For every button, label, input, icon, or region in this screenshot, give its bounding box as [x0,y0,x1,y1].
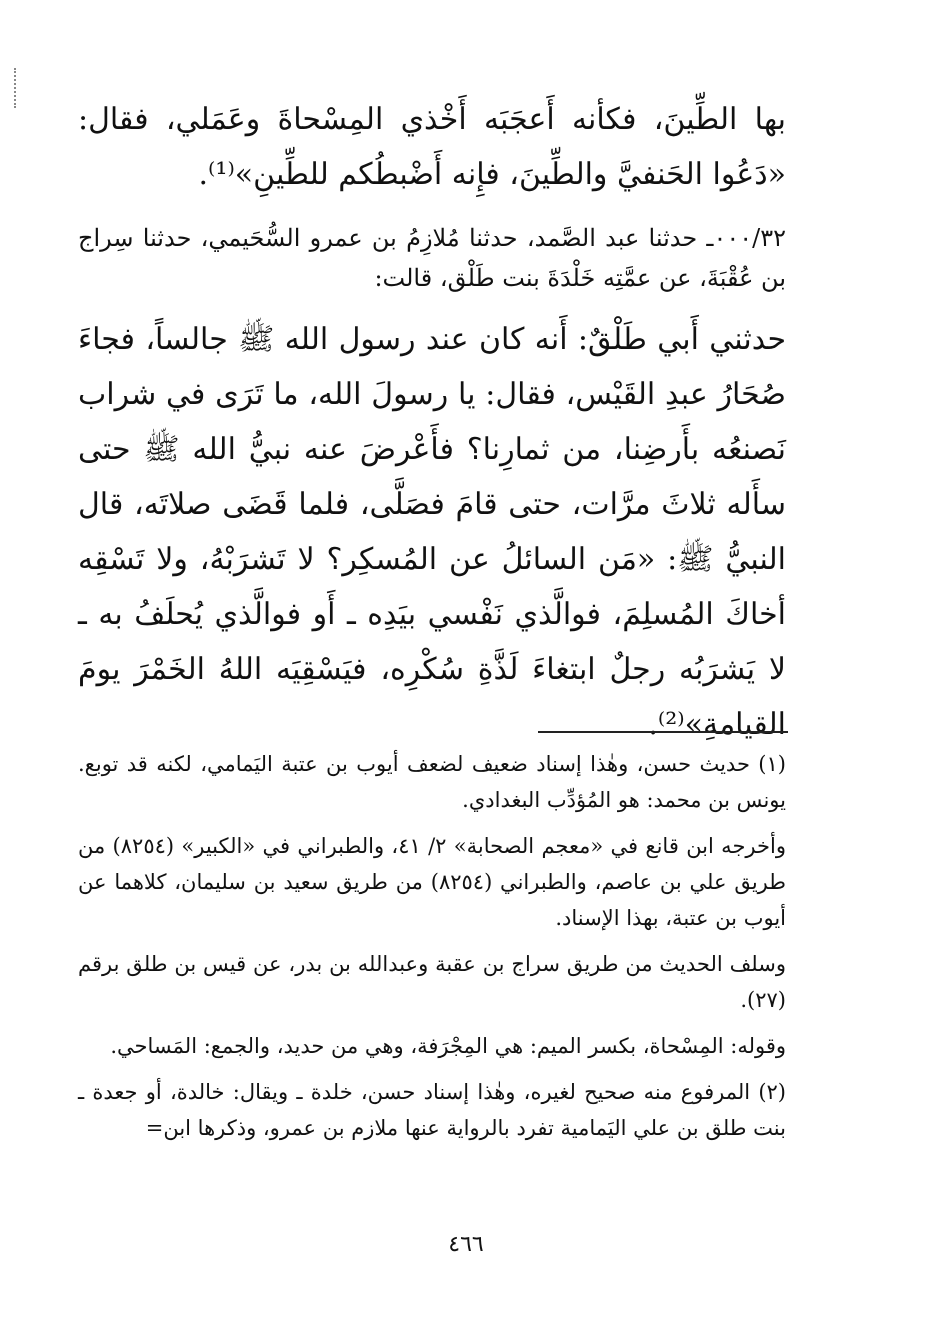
footnote-1-cont-a: وأخرجه ابن قانع في «معجم الصحابة» ٢/ ٤١، والطبراني في «الكبير» (٨٢٥٤) من طريق علي بن عاصم، والطبراني (٨٢٥٤) من طريق سعيد بن سليمان، كلاهما عن أيوب بن عتبة، بهذا الإسناد. [78,834,786,930]
footnote-1: (١) حديث حسن، وهٰذا إسناد ضعيف لضعف أيوب بن عتبة اليَمامي، لكنه قد توبع. يونس بن محمد: هو المُؤدِّب البغدادي. [78,752,786,812]
footnote-1-cont-c: وقوله: المِسْحاة، بكسر الميم: هي المِجْرَفة، وهي من حديد، والجمع: المَساحي. [110,1034,786,1058]
paragraph-3: حدثني أَبي طَلْقٌ: أَنه كان عند رسول الله ﷺ جالساً، فجاءَ صُحَارُ عبدِ القَيْس، فقال: يا رسولَ الله، ما تَرَى في شراب نَصنعُه بأَرضِنا، من ثمارِنا؟ فأَعْرضَ عنه نبيُّ الله ﷺ حتى سأَله ثلاثَ مرَّات، حتى قامَ فصَلَّى، فلما قَضَى صلاتَه، قال النبيُّ ﷺ: «مَن السائلُ عن المُسكِر؟ لا تَشرَبْهُ، ولا تَسْقِه أخاكَ المُسلِمَ، فوالَّذي نَفْسي بيَدِه ـ أَو فوالَّذي يُحلَفُ به ـ لا يَشرَبُه رجلٌ ابتغاءَ لَذَّةِ سُكْرِه، فيَسْقِيَه اللهُ الخَمْرَ يومَ القيامةِ»⁽²⁾. [78,322,786,742]
paragraph-2-hadith-chain: ٠٠٠/٣٢ـ حدثنا عبد الصَّمد، حدثنا مُلازِمُ بن عمرو السُّحَيمي، حدثنا سِراج بن عُقْبَةَ، عن عمَّتِه خَلْدَةَ بنت طَلْق، قالت: [78,224,786,292]
page-number: ٤٦٦ [448,1232,484,1257]
footnote-separator [538,731,788,733]
footnote-2: (٢) المرفوع منه صحيح لغيره، وهٰذا إسناد حسن، خلدة ـ ويقال: خالدة، أو جعدة ـ بنت طلق بن علي اليَمامية تفرد بالرواية عنها ملازم بن عمرو، وذكرها ابن= [78,1080,786,1140]
paragraph-1: بها الطِّينَ، فكأنه أَعجَبَه أَخْذي المِسْحاةَ وعَمَلي، فقال: «دَعُوا الحَنفيَّ والطِّينَ، فإِنه أَضْبطُكم للطِّينِ»⁽¹⁾. [78,102,786,192]
footnotes [78,746,786,1156]
main-text [78,92,786,768]
footnote-1-cont-b: وسلف الحديث من طريق سراج بن عقبة وعبدالله بن بدر، عن قيس بن طلق برقم (٢٧). [78,952,786,1012]
margin-dots [14,68,18,108]
